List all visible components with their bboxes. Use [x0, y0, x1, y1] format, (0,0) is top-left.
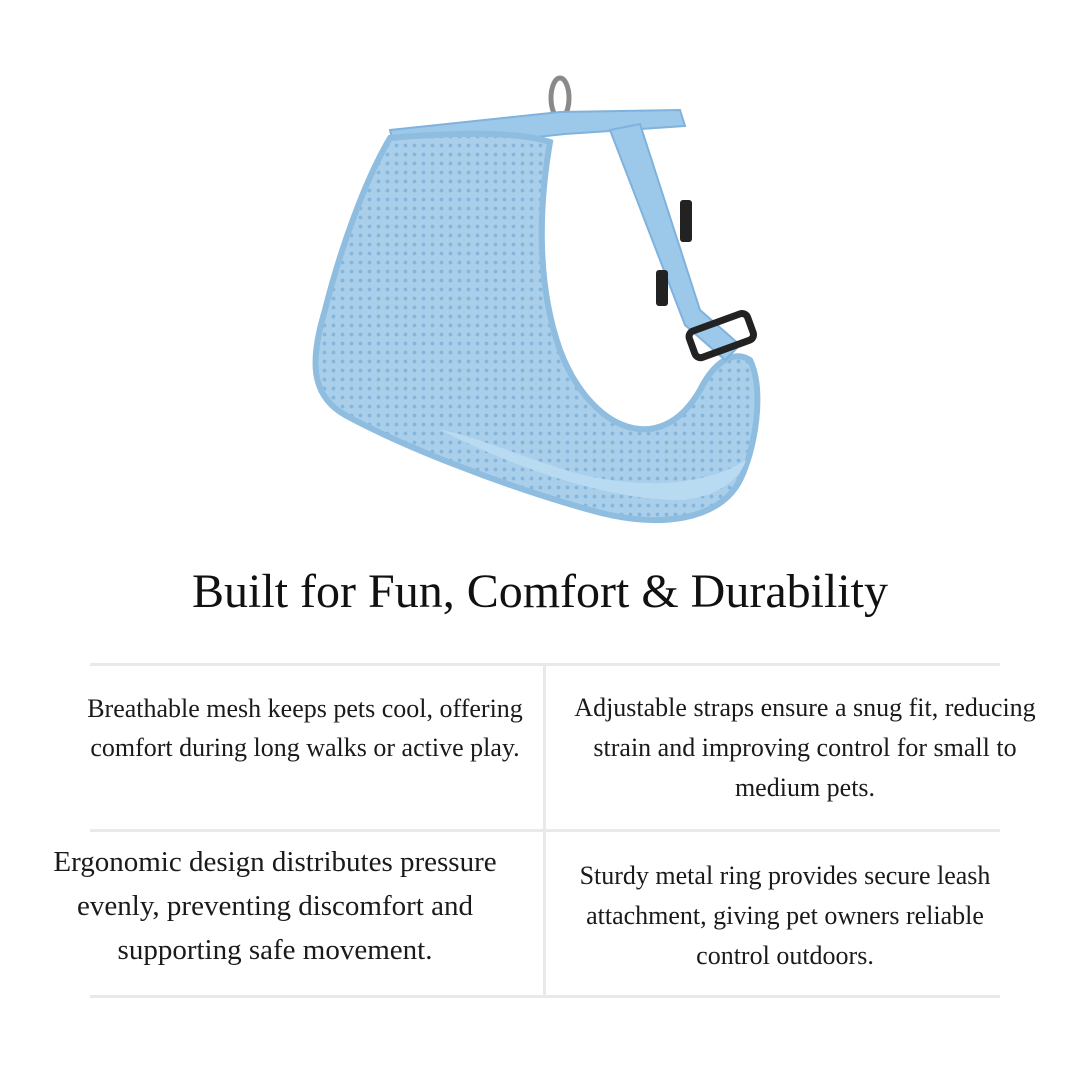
pet-harness-icon — [140, 60, 940, 540]
feature-adjustable-straps: Adjustable straps ensure a snug fit, reducing strain and improving control for small to medium pets. — [574, 692, 1036, 802]
feature-ergonomic-design: Ergonomic design distributes pressure evenly, preventing discomfort and supporting safe movement. — [53, 846, 497, 966]
product-image — [140, 60, 940, 540]
side-clip — [656, 270, 668, 306]
features-grid — [53, 663, 1036, 999]
feature-metal-ring: Sturdy metal ring provides secure leash attachment, giving pet owners reliable control outdoors. — [579, 860, 991, 970]
headline: Built for Fun, Comfort & Durability — [192, 565, 888, 618]
side-buckle — [680, 200, 692, 242]
feature-breathable-mesh: Breathable mesh keeps pets cool, offering comfort during long walks or active play. — [87, 694, 523, 762]
